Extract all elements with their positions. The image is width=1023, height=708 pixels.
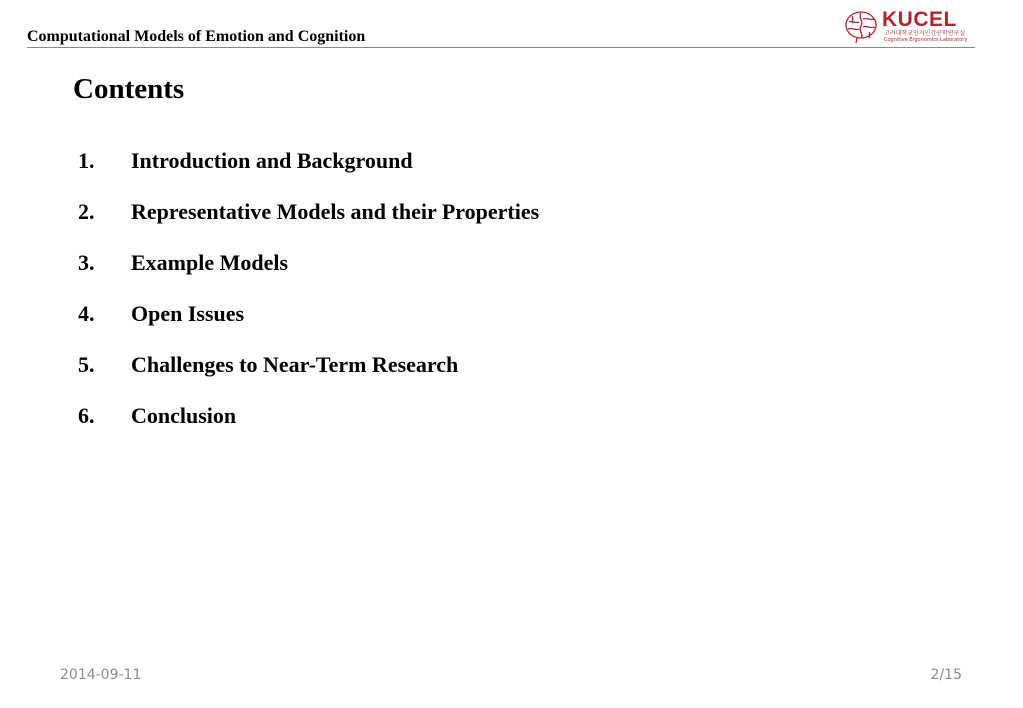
kucel-logo (844, 9, 968, 45)
toc-label: Introduction and Background (131, 148, 413, 173)
logo-subtitle-english: Cognitive Ergonomics Laboratory (884, 37, 968, 43)
toc-number: 5. (78, 352, 95, 377)
toc-number: 3. (78, 250, 95, 275)
brain-logo-icon (844, 10, 880, 44)
logo-wordmark: KUCEL (882, 8, 957, 31)
toc-number: 6. (78, 403, 95, 428)
toc-label: Open Issues (131, 301, 245, 326)
toc-label: Conclusion (131, 403, 237, 428)
toc-number: 1. (78, 148, 95, 173)
logo-subtitle-korean: 고려대학교인지인간공학연구실 (884, 30, 966, 37)
slide-header-title: Computational Models of Emotion and Cognition (27, 28, 366, 45)
toc-number: 4. (78, 301, 95, 326)
toc-number: 2. (78, 199, 95, 224)
toc-label: Representative Models and their Properties (131, 199, 540, 224)
header-divider (27, 47, 975, 48)
footer-date: 2014-09-11 (60, 667, 142, 683)
toc-label: Example Models (131, 250, 289, 275)
page-number: 2/15 (930, 667, 962, 683)
page-title: Contents (73, 73, 185, 105)
toc-label: Challenges to Near-Term Research (131, 352, 459, 377)
